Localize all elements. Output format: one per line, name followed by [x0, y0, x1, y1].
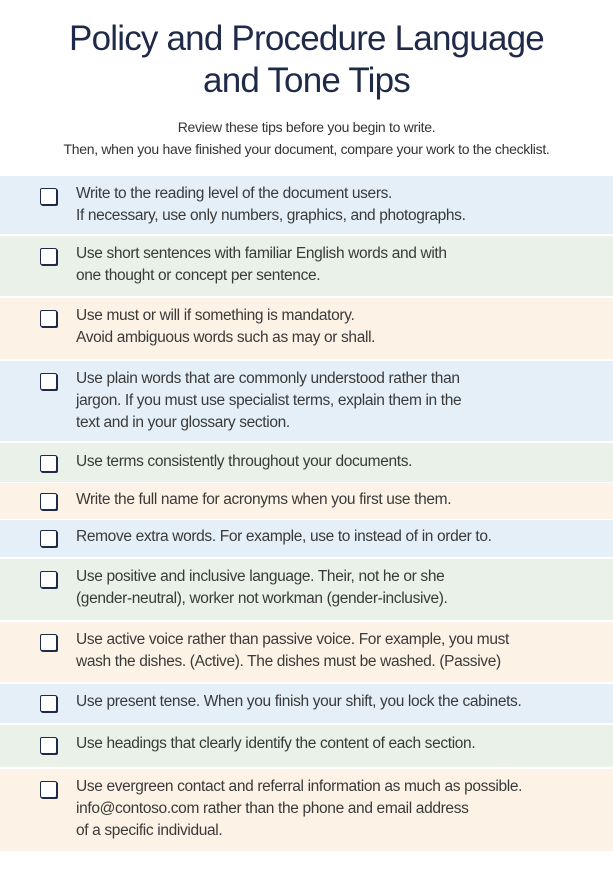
tip-row: [0, 483, 613, 519]
tip-text: Use evergreen contact and referral information as much as possible. info@contoso.com rather than the phone and email address of a specific individual.: [76, 778, 523, 839]
subtitle: [0, 116, 613, 160]
tip-row: [0, 769, 613, 851]
tip-text: Remove extra words. For example, use to instead of in order to.: [76, 528, 492, 545]
tip-text: Use present tense. When you finish your shift, you lock the cabinets.: [76, 693, 522, 710]
tip-text: Write the full name for acronyms when you first use them.: [76, 491, 452, 508]
page-title: [0, 18, 613, 102]
tip-row: [0, 559, 613, 620]
tip-text: Write to the reading level of the document users. If necessary, use only numbers, graphics, and photographs.: [76, 185, 466, 224]
tip-row: [0, 520, 613, 557]
checkbox[interactable]: [40, 695, 57, 712]
tip-text: Use active voice rather than passive voice. For example, you must wash the dishes. (Active). The dishes must be washed. (Passive): [76, 631, 509, 670]
title-line-2: and Tone Tips: [203, 61, 410, 100]
checkbox[interactable]: [40, 781, 57, 798]
tip-row: [0, 725, 613, 767]
subtitle-line-2: Then, when you have finished your document, compare your work to the checklist.: [63, 141, 550, 157]
checkbox[interactable]: [40, 188, 57, 205]
tip-row: [0, 236, 613, 296]
checkbox[interactable]: [40, 571, 57, 588]
checkbox[interactable]: [40, 373, 57, 390]
tip-row: [0, 684, 613, 723]
tip-row: [0, 361, 613, 441]
checkbox[interactable]: [40, 737, 57, 754]
checkbox[interactable]: [40, 634, 57, 651]
checkbox[interactable]: [40, 455, 57, 472]
checkbox[interactable]: [40, 530, 57, 547]
tip-text: Use headings that clearly identify the content of each section.: [76, 735, 476, 752]
tip-row: [0, 622, 613, 682]
tip-row: [0, 298, 613, 359]
tip-text: Use must or will if something is mandatory. Avoid ambiguous words such as may or shall.: [76, 307, 376, 346]
tip-text: Use terms consistently throughout your documents.: [76, 453, 413, 470]
subtitle-line-1: Review these tips before you begin to write.: [177, 119, 436, 135]
tip-row: [0, 443, 613, 482]
tip-text: Use positive and inclusive language. Their, not he or she (gender-neutral), worker not workman (gender-inclusive).: [76, 568, 448, 607]
checkbox[interactable]: [40, 310, 57, 327]
tip-row: [0, 176, 613, 234]
title-line-1: Policy and Procedure Language: [69, 19, 544, 58]
tip-text: Use short sentences with familiar English words and with one thought or concept per sentence.: [76, 245, 447, 284]
tip-text: Use plain words that are commonly understood rather than jargon. If you must use specialist terms, explain them in the text and in your glossary section.: [76, 370, 462, 431]
checkbox[interactable]: [40, 493, 57, 510]
checkbox[interactable]: [40, 248, 57, 265]
